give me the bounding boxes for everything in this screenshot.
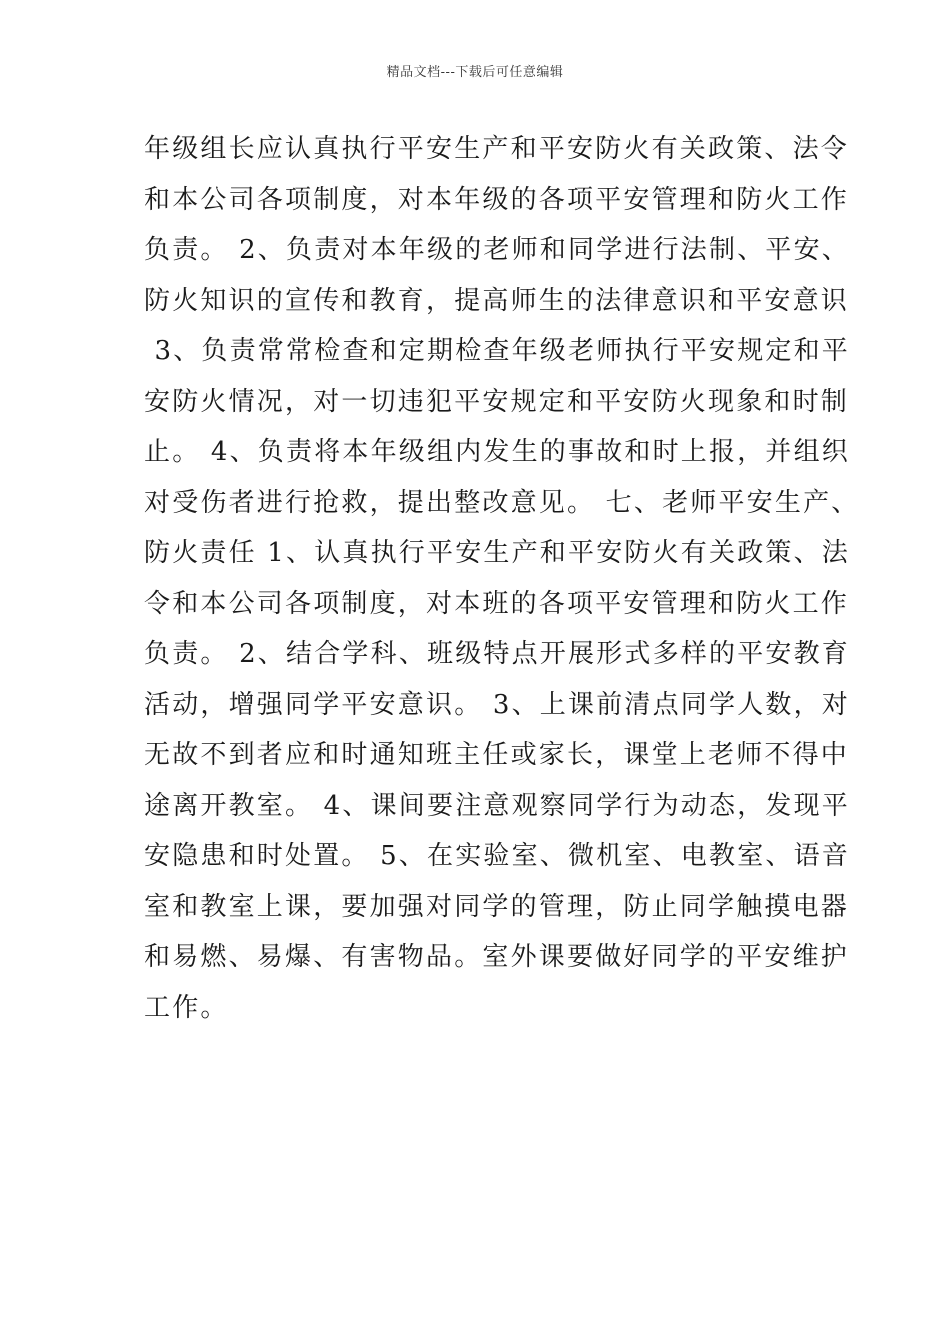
text-line: 安防火情况，对一切违犯平安规定和平安防火现象和时制 [144,386,850,417]
text-line: 负责。 2、结合学科、班级特点开展形式多样的平安教育 [144,639,851,669]
text-line: 3、负责常常检查和定期检查年级老师执行平安规定和平 [144,336,851,366]
text-line: 和本公司各项制度，对本年级的各项平安管理和防火工作 [144,184,850,215]
text-line: 工作。 [144,992,229,1023]
text-line: 途离开教室。 4、课间要注意观察同学行为动态，发现平 [144,790,851,821]
text-line: 止。 4、负责将本年级组内发生的事故和时上报，并组织 [144,437,851,467]
document-body [144,124,860,1033]
text-line: 室和教室上课，要加强对同学的管理，防止同学触摸电器 [144,891,850,922]
text-line: 年级组长应认真执行平安生产和平安防火有关政策、法令 [144,134,850,164]
text-line: 无故不到者应和时通知班主任或家长，课堂上老师不得中 [144,740,850,770]
text-line: 安隐患和时处置。 5、在实验室、微机室、电教室、语音 [144,841,851,871]
text-line: 令和本公司各项制度，对本班的各项平安管理和防火工作 [144,588,850,619]
page-header: 精品文档---下载后可任意编辑 [386,65,564,80]
text-line: 负责。 2、负责对本年级的老师和同学进行法制、平安、 [144,235,851,265]
text-line: 活动，增强同学平安意识。 3、上课前清点同学人数，对 [144,689,851,720]
text-line: 防火责任 1、认真执行平安生产和平安防火有关政策、法 [144,538,851,568]
text-line: 对受伤者进行抢救，提出整改意见。 七、老师平安生产、 [144,487,860,518]
text-line: 防火知识的宣传和教育，提高师生的法律意识和平安意识 [144,285,850,316]
text-line: 和易燃、易爆、有害物品。室外课要做好同学的平安维护 [144,942,850,972]
